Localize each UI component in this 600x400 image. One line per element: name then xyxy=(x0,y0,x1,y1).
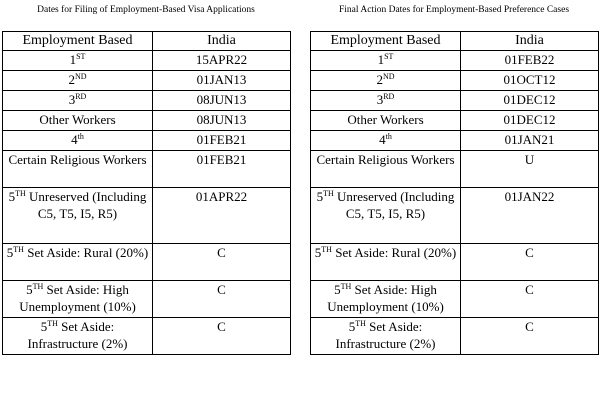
date-cell: C xyxy=(153,318,291,355)
category-cell: 5TH Unreserved (Including C5, T5, I5, R5) xyxy=(311,188,461,244)
category-cell: Other Workers xyxy=(3,111,153,131)
category-cell: 4th xyxy=(3,131,153,151)
category-cell: 5TH Set Aside: High Unemployment (10%) xyxy=(3,281,153,318)
table-row xyxy=(3,151,291,188)
category-cell: 2ND xyxy=(3,71,153,91)
table-row xyxy=(311,111,599,131)
table-header-row xyxy=(311,32,599,51)
table-row xyxy=(311,91,599,111)
date-cell: 01DEC12 xyxy=(461,111,599,131)
category-cell: 2ND xyxy=(311,71,461,91)
table-row xyxy=(311,51,599,71)
category-cell: 5TH Set Aside: Infrastructure (2%) xyxy=(311,318,461,355)
date-cell: 01APR22 xyxy=(153,188,291,244)
date-cell: 01FEB21 xyxy=(153,151,291,188)
table-row xyxy=(3,188,291,244)
category-cell: Other Workers xyxy=(311,111,461,131)
final-action-dates-title: Final Action Dates for Employment-Based Preference Cases xyxy=(338,5,570,15)
header-country: India xyxy=(153,32,291,51)
category-cell: 5TH Set Aside: Rural (20%) xyxy=(3,244,153,281)
table-row xyxy=(311,151,599,188)
category-cell: 5TH Set Aside: Rural (20%) xyxy=(311,244,461,281)
header-category: Employment Based xyxy=(3,32,153,51)
category-cell: 5TH Set Aside: Infrastructure (2%) xyxy=(3,318,153,355)
date-cell: 01DEC12 xyxy=(461,91,599,111)
table-row xyxy=(3,91,291,111)
filing-dates-table xyxy=(2,31,291,355)
table-row xyxy=(311,244,599,281)
table-row xyxy=(311,318,599,355)
date-cell: C xyxy=(461,281,599,318)
category-cell: 3RD xyxy=(3,91,153,111)
date-cell: U xyxy=(461,151,599,188)
category-cell: 5TH Unreserved (Including C5, T5, I5, R5) xyxy=(3,188,153,244)
table-header-row xyxy=(3,32,291,51)
date-cell: 01FEB22 xyxy=(461,51,599,71)
date-cell: 01OCT12 xyxy=(461,71,599,91)
category-cell: Certain Religious Workers xyxy=(3,151,153,188)
table-row xyxy=(311,131,599,151)
table-row xyxy=(3,71,291,91)
table-row xyxy=(311,281,599,318)
date-cell: C xyxy=(153,281,291,318)
date-cell: 08JUN13 xyxy=(153,91,291,111)
category-cell: 1ST xyxy=(311,51,461,71)
table-row xyxy=(3,244,291,281)
category-cell: 1ST xyxy=(3,51,153,71)
date-cell: C xyxy=(153,244,291,281)
table-row xyxy=(3,111,291,131)
table-row xyxy=(3,131,291,151)
date-cell: 15APR22 xyxy=(153,51,291,71)
date-cell: 08JUN13 xyxy=(153,111,291,131)
header-country: India xyxy=(461,32,599,51)
table-row xyxy=(3,281,291,318)
table-row xyxy=(3,51,291,71)
category-cell: 4th xyxy=(311,131,461,151)
table-row xyxy=(311,71,599,91)
date-cell: 01JAN22 xyxy=(461,188,599,244)
category-cell: 5TH Set Aside: High Unemployment (10%) xyxy=(311,281,461,318)
date-cell: C xyxy=(461,244,599,281)
final-action-dates-table xyxy=(310,31,599,355)
category-cell: Certain Religious Workers xyxy=(311,151,461,188)
header-category: Employment Based xyxy=(311,32,461,51)
date-cell: 01JAN13 xyxy=(153,71,291,91)
table-row xyxy=(3,318,291,355)
date-cell: C xyxy=(461,318,599,355)
filing-dates-title: Dates for Filing of Employment-Based Visa Applications xyxy=(37,5,255,15)
date-cell: 01JAN21 xyxy=(461,131,599,151)
category-cell: 3RD xyxy=(311,91,461,111)
date-cell: 01FEB21 xyxy=(153,131,291,151)
table-row xyxy=(311,188,599,244)
